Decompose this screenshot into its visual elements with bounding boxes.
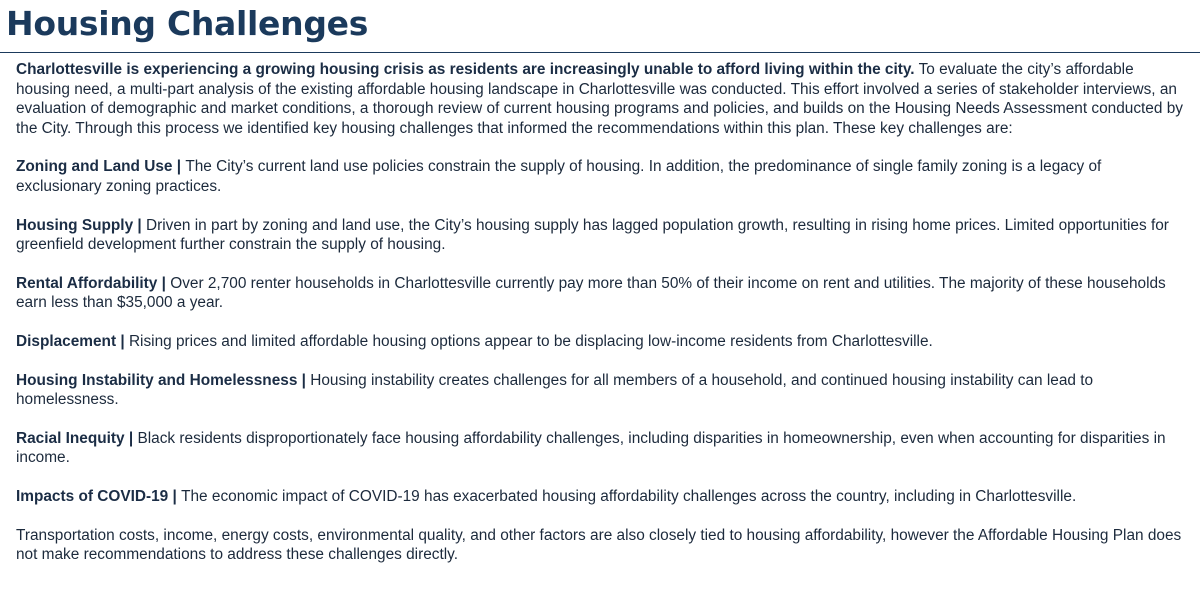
challenge-separator: | xyxy=(172,158,186,176)
challenge-rental-affordability xyxy=(16,274,1191,313)
challenge-separator: | xyxy=(124,429,138,447)
challenge-separator: | xyxy=(168,487,182,505)
page-title: Housing Challenges xyxy=(6,4,369,43)
challenge-zoning-land-use xyxy=(16,157,1191,196)
challenge-heading: Zoning and Land Use xyxy=(16,158,173,176)
challenge-heading: Housing Supply xyxy=(16,216,134,234)
title-divider xyxy=(0,52,1200,53)
challenge-separator: | xyxy=(297,371,311,389)
challenge-text: Black residents disproportionately face housing affordability challenges, including disparities in homeownership, even when accounting for disparities in income. xyxy=(16,429,1166,467)
challenge-separator: | xyxy=(133,216,146,234)
challenge-heading: Displacement xyxy=(16,332,117,350)
challenge-separator: | xyxy=(157,274,171,292)
challenge-text: Rising prices and limited affordable housing options appear to be displacing low-income residents from Charlottesville. xyxy=(128,332,933,350)
challenge-racial-inequity xyxy=(16,429,1191,468)
challenge-text: Over 2,700 renter households in Charlottesville currently pay more than 50% of their income on rent and utilities. The majority of these households earn less than $35,000 a year. xyxy=(16,274,1166,312)
challenge-text: The City’s current land use policies constrain the supply of housing. In addition, the predominance of single family zoning is a legacy of exclusionary zoning practices. xyxy=(16,158,1102,195)
challenge-heading: Racial Inequity xyxy=(16,429,125,447)
challenge-covid-19 xyxy=(16,487,1191,507)
challenge-text: Housing instability creates challenges for all members of a household, and continued housing instability can lead to homelessness. xyxy=(16,371,1094,409)
challenge-displacement xyxy=(16,332,1191,352)
challenge-text: The economic impact of COVID-19 has exacerbated housing affordability challenges across the country, including in Charlottesville. xyxy=(181,487,1077,505)
challenge-heading: Impacts of COVID-19 xyxy=(16,487,169,505)
challenge-housing-instability xyxy=(16,371,1191,410)
intro-text: To evaluate the city’s affordable housing need, a multi-part analysis of the existing affordable housing landscape in Charlottesville was conducted. This effort involved a series of stakeholder interviews, an evaluation of demographic and market conditions, a thorough review of current housing programs and policies, and builds on the Housing Needs Assessment conducted by the City. Through this process we identified key housing challenges that informed the recommendations within this plan. These key challenges are: xyxy=(16,61,1183,137)
intro-lead: Charlottesville is experiencing a growing housing crisis as residents are increasingly unable to afford living within the city. xyxy=(16,61,915,78)
intro-paragraph xyxy=(16,60,1191,138)
challenge-heading: Housing Instability and Homelessness xyxy=(16,371,298,389)
challenge-text: Driven in part by zoning and land use, the City’s housing supply has lagged population growth, resulting in rising home prices. Limited opportunities for greenfield development further constrain the supply of housing. xyxy=(16,216,1169,254)
challenge-housing-supply xyxy=(16,216,1191,255)
closing-paragraph: Transportation costs, income, energy costs, environmental quality, and other factors are also closely tied to housing affordability, however the Affordable Housing Plan does not make recommendations to address these challenges directly. xyxy=(16,526,1182,564)
document-body xyxy=(16,60,1191,565)
challenge-separator: | xyxy=(116,332,129,350)
challenge-heading: Rental Affordability xyxy=(16,274,158,292)
